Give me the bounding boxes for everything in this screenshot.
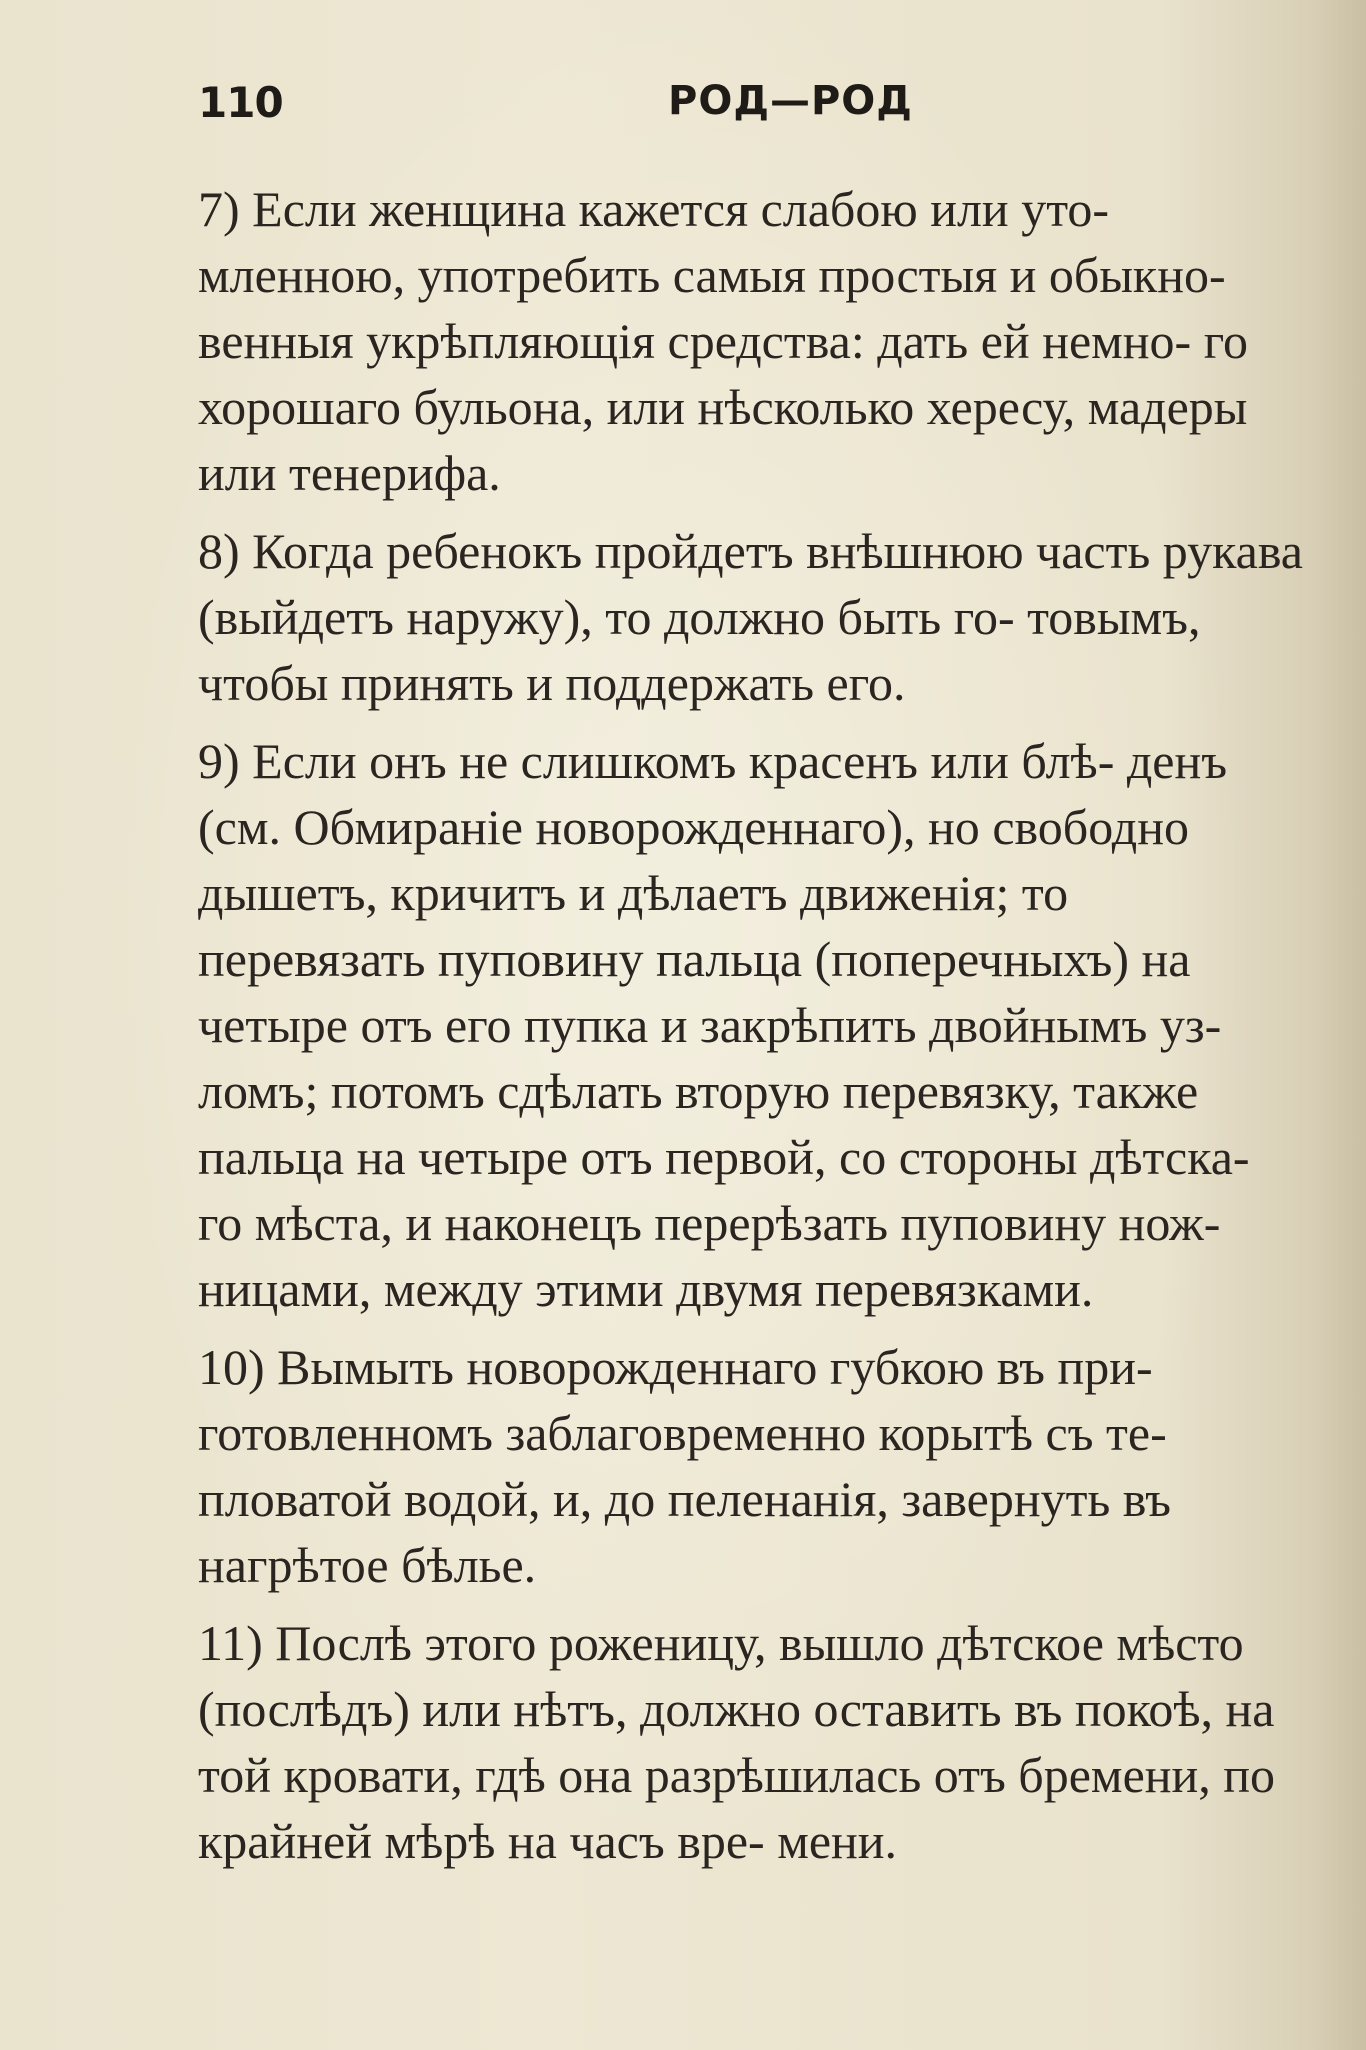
- text-line: нагрѣтое бѣлье.: [198, 1537, 537, 1593]
- text-line: свободно дышетъ, кричитъ и дѣлаетъ движенія;: [198, 799, 1189, 921]
- text-line: мѣсто (послѣдъ) или нѣтъ, должно оставить въ: [198, 1615, 1244, 1737]
- text-line: 10) Вымыть новорожденнаго губкою въ при-: [198, 1339, 1153, 1395]
- paragraph-9: [198, 728, 1304, 1322]
- text-line: денъ (см. Обмираніе новорожденнаго), но: [198, 733, 1228, 855]
- text-line: отъ бремени, по крайней мѣрѣ на часъ вре-: [198, 1747, 1276, 1869]
- text-line: ницами, между этими двумя перевязками.: [198, 1261, 1094, 1317]
- text-line: мени.: [777, 1813, 898, 1869]
- text-line: четыре отъ его пупка и закрѣпить двойнымъ уз-: [198, 997, 1222, 1053]
- text-line: покоѣ, на той кровати, гдѣ она разрѣшилась: [198, 1681, 1275, 1803]
- text-line: 9) Если онъ не слишкомъ красенъ или блѣ-: [198, 733, 1115, 789]
- paragraph-8: [198, 518, 1304, 716]
- text-line: пловатой водой, и, до пеленанія, завернуть въ: [198, 1471, 1171, 1527]
- paragraph-10: [198, 1334, 1304, 1598]
- paragraph-7: [198, 176, 1304, 506]
- paragraph-11: [198, 1610, 1304, 1874]
- text-line: то перевязать пуповину пальца (поперечныхъ) на: [198, 865, 1191, 987]
- text-line: го мѣста, и наконецъ перерѣзать пуповину нож-: [198, 1195, 1221, 1251]
- body-text: [198, 176, 1304, 1886]
- running-title: РОД—РОД: [668, 78, 913, 124]
- text-line: товымъ, чтобы принять и поддержать его.: [198, 589, 1201, 711]
- text-line: мленною, употребить самыя простыя и обыкно-: [198, 247, 1226, 303]
- text-line: ломъ; потомъ сдѣлать вторую перевязку, также: [198, 1063, 1199, 1119]
- text-line: рукава (выйдетъ наружу), то должно быть го-: [198, 523, 1303, 645]
- page-number: 110: [198, 78, 283, 127]
- text-line: мадеры или тенерифа.: [198, 379, 1248, 501]
- text-line: готовленномъ заблаговременно корытѣ съ те-: [198, 1405, 1167, 1461]
- text-line: го хорошаго бульона, или нѣсколько хересу,: [198, 313, 1248, 435]
- running-head: [198, 78, 1266, 138]
- text-line: венныя укрѣпляющія средства: дать ей немно-: [198, 313, 1192, 369]
- text-line: 11) Послѣ этого роженицу, вышло дѣтское: [198, 1615, 1104, 1671]
- text-line: 7) Если женщина кажется слабою или уто-: [198, 181, 1110, 237]
- text-line: пальца на четыре отъ первой, со стороны дѣтска-: [198, 1129, 1250, 1185]
- text-line: 8) Когда ребенокъ пройдетъ внѣшнюю часть: [198, 523, 1151, 579]
